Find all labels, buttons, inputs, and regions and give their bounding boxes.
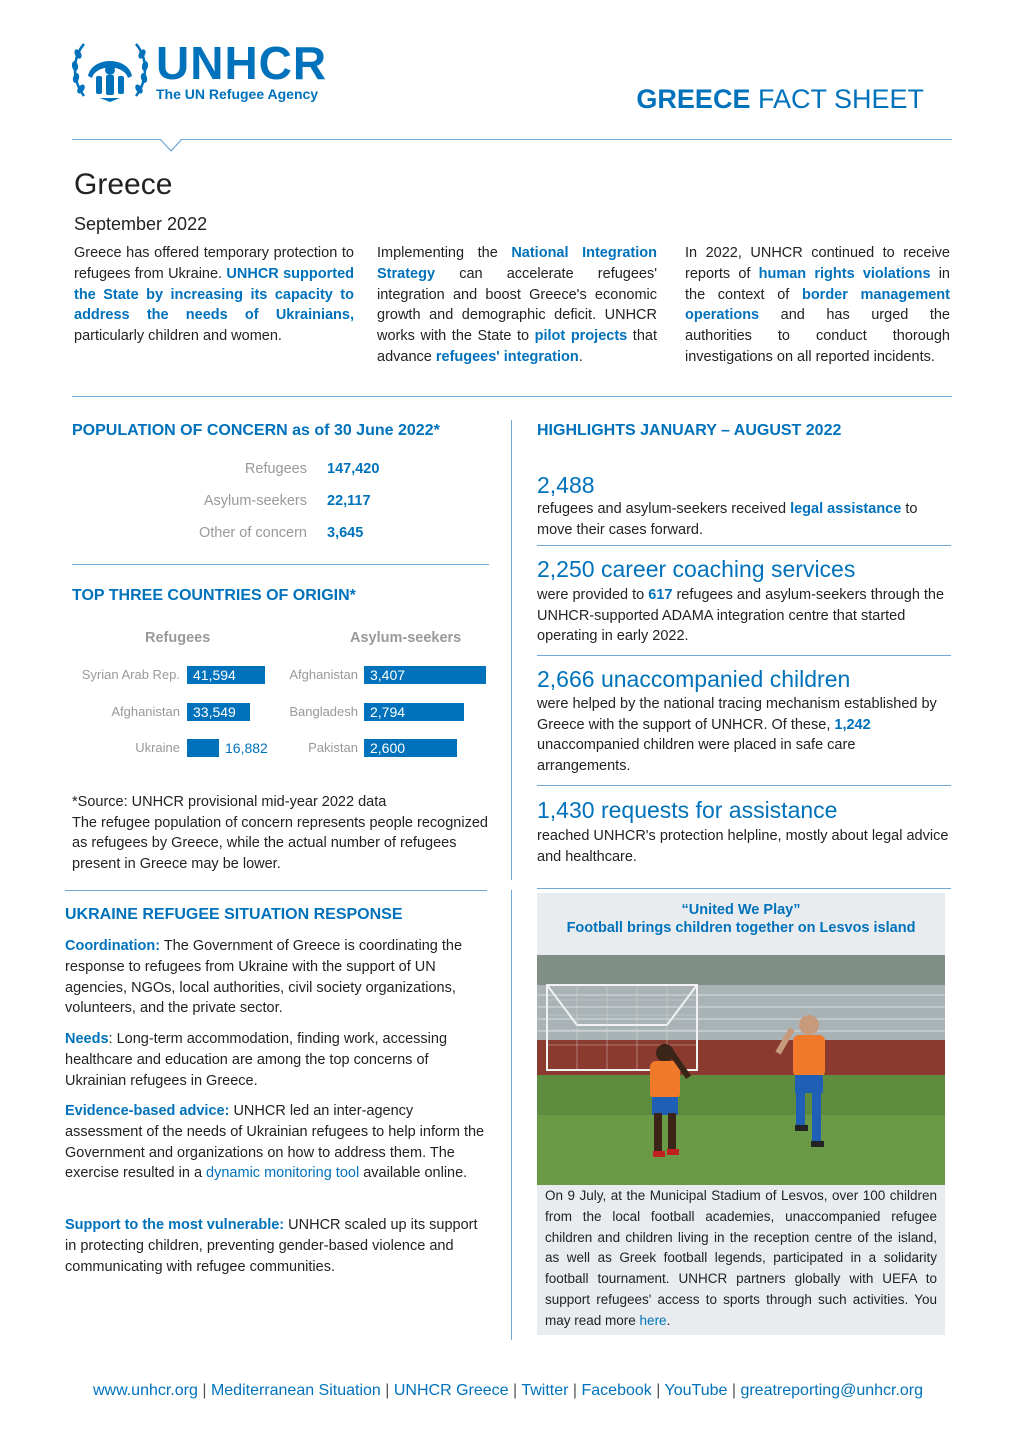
paragraph-label: Coordination:: [65, 938, 161, 954]
bar-value-label: 33,549: [193, 704, 236, 720]
bar-category-label: Afghanistan: [289, 667, 358, 682]
highlight-rule: [537, 545, 951, 546]
pilot-projects-link[interactable]: pilot projects: [534, 328, 628, 345]
page-title: Greece: [74, 168, 173, 201]
highlight-text-part: were helped by the national tracing mechanism established by Greece with the support of UNHCR. Of these,: [537, 696, 937, 733]
paragraph-text: available online.: [359, 1165, 468, 1182]
read-more-link[interactable]: here: [639, 1312, 667, 1328]
footer-link[interactable]: Facebook: [581, 1382, 652, 1399]
highlight-text-part: refugees and asylum-seekers received: [537, 501, 791, 517]
highlight-text-part: were provided to: [537, 587, 649, 603]
sheet-title-rest: FACT SHEET: [750, 84, 924, 114]
highlights-heading: HIGHLIGHTS JANUARY – AUGUST 2022: [537, 422, 842, 439]
footer-link[interactable]: Mediterranean Situation: [210, 1382, 381, 1399]
stat-label: Refugees: [244, 461, 307, 477]
story-caption: [545, 1186, 937, 1332]
intro-text: can accelerate refugees' integration and boost Greece's economic growth and demographic deficit. UNHCR works with the State to: [377, 265, 657, 345]
stat-value: 3,645: [327, 525, 364, 541]
highlight-figure: 617: [648, 587, 673, 603]
human-rights-link[interactable]: human rights violations: [758, 265, 931, 282]
intro-text: .: [578, 348, 583, 365]
caption-text: .: [666, 1312, 671, 1328]
paragraph-label: Evidence-based advice:: [65, 1103, 230, 1119]
national-integration-link[interactable]: National Integration Strategy: [377, 245, 657, 282]
bar-value-label: 2,600: [370, 740, 406, 756]
intro-col-3: [685, 243, 950, 368]
footer-separator: |: [651, 1382, 665, 1399]
ukraine-paragraph: [65, 1215, 490, 1277]
ukraine-paragraph: [65, 936, 490, 1019]
stat-value: 147,420: [327, 461, 380, 477]
bar-category-label: Ukraine: [135, 740, 180, 755]
intro-text: Implementing the: [377, 245, 512, 261]
legal-assistance-link[interactable]: legal assistance: [790, 501, 902, 517]
ukraine-paragraph: [65, 1029, 490, 1091]
highlight-text: [537, 585, 952, 647]
intro-text: Greece has offered temporary protection to refugees from Ukraine.: [74, 245, 354, 282]
footer-link[interactable]: YouTube: [664, 1382, 728, 1399]
ukraine-paragraph: [65, 1101, 490, 1184]
footer-separator: |: [508, 1382, 522, 1399]
footer-separator: |: [727, 1382, 741, 1399]
footer-separator: |: [380, 1382, 394, 1399]
intro-text: that advance: [377, 328, 657, 365]
stat-label: Asylum-seekers: [203, 493, 307, 509]
intro-col-1: [74, 243, 354, 347]
stat-value: 22,117: [327, 493, 371, 509]
refugees-integration-link[interactable]: refugees' integration: [435, 348, 579, 365]
source-note: [72, 792, 492, 874]
bar-value-label: 3,407: [370, 667, 406, 683]
report-date: September 2022: [74, 214, 208, 234]
footer-link[interactable]: UNHCR Greece: [393, 1382, 509, 1399]
bar-value-label: 2,794: [370, 704, 406, 720]
paragraph-label: Support to the most vulnerable:: [65, 1217, 285, 1233]
sheet-title-country: GREECE: [636, 84, 751, 114]
footer-separator: |: [568, 1382, 582, 1399]
intro-text: In 2022, UNHCR continued to receive reports of: [685, 245, 950, 282]
paragraph-text: UNHCR scaled up its support in protecting children, preventing gender-based violence and communicating with refugee communities.: [65, 1217, 478, 1275]
story-title-line: “United We Play”: [681, 902, 801, 918]
highlight-rule: [537, 888, 951, 889]
bar-category-label: Afghanistan: [111, 704, 180, 719]
highlight-rule: [537, 785, 951, 786]
stat-label: Other of concern: [199, 525, 307, 541]
section-rule: [72, 564, 489, 565]
highlight-text-part: to move their cases forward.: [537, 501, 918, 538]
monitoring-tool-link[interactable]: dynamic monitoring tool: [206, 1165, 360, 1182]
population-heading: POPULATION OF CONCERN as of 30 June 2022*: [72, 422, 440, 439]
footer-separator: |: [197, 1382, 211, 1399]
section-rule: [72, 396, 952, 397]
highlight-text: [537, 499, 952, 540]
footer-link[interactable]: Twitter: [521, 1382, 569, 1399]
intro-text: in the context of: [685, 265, 950, 303]
bar-category-label: Syrian Arab Rep.: [81, 667, 180, 682]
highlight-number: 2,666 unaccompanied children: [537, 666, 851, 692]
bar-category-label: Pakistan: [308, 740, 358, 755]
ukraine-heading: UKRAINE REFUGEE SITUATION RESPONSE: [65, 906, 403, 923]
origin-heading: TOP THREE COUNTRIES OF ORIGIN*: [72, 587, 356, 604]
header-rule: [72, 139, 952, 140]
intro-col-2: [377, 243, 657, 368]
bar: [187, 739, 219, 757]
header-rule-notch: [160, 139, 182, 153]
source-line: *Source: UNHCR provisional mid-year 2022 data: [72, 794, 387, 810]
paragraph-text: The Government of Greece is coordinating the response to refugees from Ukraine with the support of UN agencies, NGOs, local authorities, civil society organizations, volunteers, and the private sector.: [65, 938, 463, 1017]
refugees-column-head: Refugees: [145, 630, 211, 646]
highlight-text-part: unaccompanied children were placed in safe care arrangements.: [537, 737, 856, 774]
border-management-link[interactable]: border management operations: [685, 286, 950, 324]
highlight-number: 1,430 requests for assistance: [537, 797, 838, 823]
asylum-column-head: Asylum-seekers: [350, 630, 462, 646]
note-text: The refugee population of concern represents people recognized as refugees by Greece, while the actual number of refugees present in Greece may be lower.: [72, 814, 488, 872]
caption-text: On 9 July, at the Municipal Stadium of Lesvos, over 100 children from the local football academies, unaccompanied refugee children and children living in the reception centre of the island, as well as Greek football legends, participated in a solidarity football tournament. UNHCR partners globally with UEFA to support refugees' access to sports through such activities. You may read more: [545, 1188, 937, 1328]
highlight-figure: 1,242: [834, 716, 871, 733]
paragraph-text: : Long-term accommodation, finding work, accessing healthcare and education are among the top concerns of Ukrainian refugees in Greece.: [65, 1031, 448, 1089]
intro-text: and has urged the authorities to conduct thorough investigations on all reported incidents.: [685, 307, 950, 365]
intro-text: particularly children and women.: [74, 328, 282, 345]
sheet-title: [636, 84, 924, 115]
story-title-line: Football brings children together on Lesvos island: [566, 920, 916, 936]
intro-link[interactable]: UNHCR supported the State by increasing its capacity to address the needs of Ukrainians,: [74, 265, 354, 324]
footer-links: [0, 1382, 1016, 1400]
highlight-rule: [537, 655, 951, 656]
footer-link[interactable]: www.unhcr.org: [92, 1382, 198, 1399]
section-rule: [65, 890, 487, 891]
paragraph-label: Needs: [65, 1031, 109, 1047]
column-divider: [511, 890, 512, 1340]
bar-category-label: Bangladesh: [289, 704, 358, 719]
bar-value-label: 16,882: [225, 740, 268, 756]
bar-value-label: 41,594: [193, 667, 236, 683]
logo-wordmark: UNHCR: [156, 37, 328, 89]
highlight-text: reached UNHCR's protection helpline, mostly about legal advice and healthcare.: [537, 828, 949, 865]
footer-link[interactable]: greatreporting@unhcr.org: [740, 1382, 924, 1399]
highlight-text-part: refugees and asylum-seekers through the UNHCR-supported ADAMA integration centre that started operating in early 2022.: [537, 587, 945, 644]
highlight-text: [537, 694, 952, 776]
story-title: [537, 901, 945, 937]
logo-tagline: The UN Refugee Agency: [156, 86, 319, 102]
paragraph-text: UNHCR led an inter-agency assessment of the needs of Ukrainian refugees to help inform the Government and organizations on how to address them. The exercise resulted in a: [65, 1103, 485, 1182]
football-photo: [537, 955, 945, 1185]
unhcr-logo[interactable]: [70, 36, 350, 106]
highlight-number: 2,250 career coaching services: [537, 556, 856, 582]
highlight-number: 2,488: [537, 472, 595, 498]
story-panel: [537, 893, 945, 1335]
column-divider: [511, 420, 512, 880]
unhcr-emblem-icon: [70, 36, 150, 104]
